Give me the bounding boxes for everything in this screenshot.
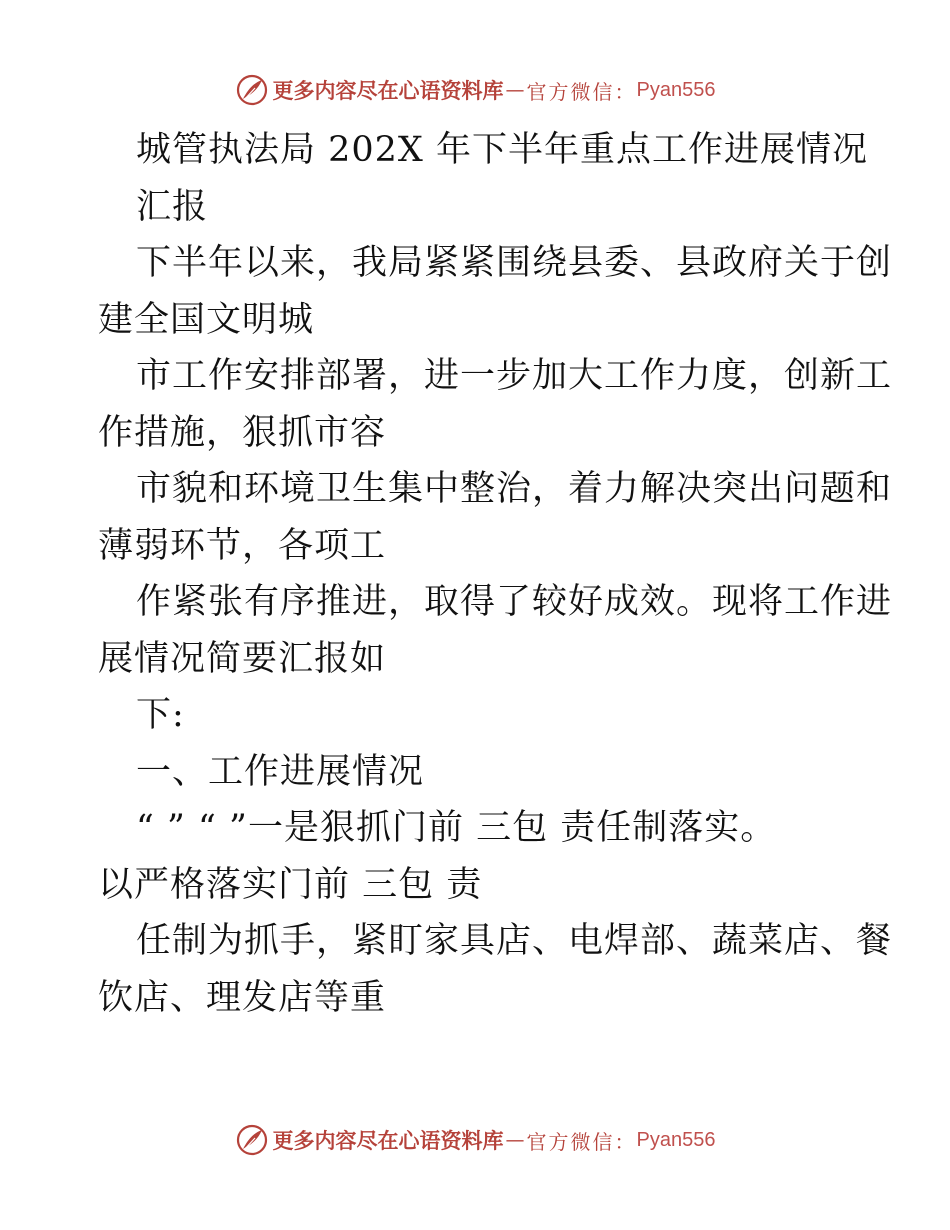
- header-separator: —: [505, 79, 525, 101]
- paragraph-line: 下:: [136, 695, 185, 735]
- paragraph-line: 建全国文明城: [98, 299, 315, 340]
- paragraph-line: 市貌和环境卫生集中整治，着力解决突出问题和: [136, 469, 893, 509]
- footer-separator: —: [505, 1129, 525, 1151]
- paragraph-line: 展情况简要汇报如: [98, 638, 387, 679]
- header-banner: [0, 70, 950, 110]
- doc-title-line-1: 城管执法局 202X 年下半年重点工作进展情况: [136, 130, 868, 170]
- footer-banner: [0, 1120, 950, 1160]
- paragraph-line: 下半年以来，我局紧紧围绕县委、县政府关于创: [136, 243, 893, 283]
- document-body: [98, 122, 893, 1026]
- paragraph-line: 薄弱环节，各项工: [98, 525, 387, 566]
- footer-wechat-label: 官方微信：: [526, 1129, 637, 1154]
- paragraph-line: 作措施，狠抓市容: [98, 412, 387, 453]
- feather-logo-icon: [235, 1123, 269, 1157]
- paragraph-line: 市工作安排部署，进一步加大工作力度，创新工: [136, 356, 893, 396]
- feather-logo-icon: [235, 73, 269, 107]
- paragraph-line: 任制为抓手，紧盯家具店、电焊部、蔬菜店、餐: [136, 921, 893, 961]
- footer-brand-text: 更多内容尽在心语资料库: [272, 1128, 504, 1153]
- header-brand-text: 更多内容尽在心语资料库: [272, 78, 504, 103]
- paragraph-line: “ ” “ ”一是狠抓门前 三包 责任制落实。: [136, 808, 777, 848]
- header-wechat-label: 官方微信：: [526, 79, 637, 104]
- section-heading: 一、工作进展情况: [136, 751, 425, 792]
- paragraph-line: 饮店、理发店等重: [98, 977, 387, 1018]
- footer-wechat-id: Pyan556: [636, 1128, 716, 1151]
- paragraph-line: 作紧张有序推进，取得了较好成效。现将工作进: [136, 582, 893, 622]
- doc-title-line-2: 汇报: [136, 186, 209, 227]
- paragraph-line: 以严格落实门前 三包 责: [98, 864, 483, 905]
- header-wechat-id: Pyan556: [636, 78, 716, 101]
